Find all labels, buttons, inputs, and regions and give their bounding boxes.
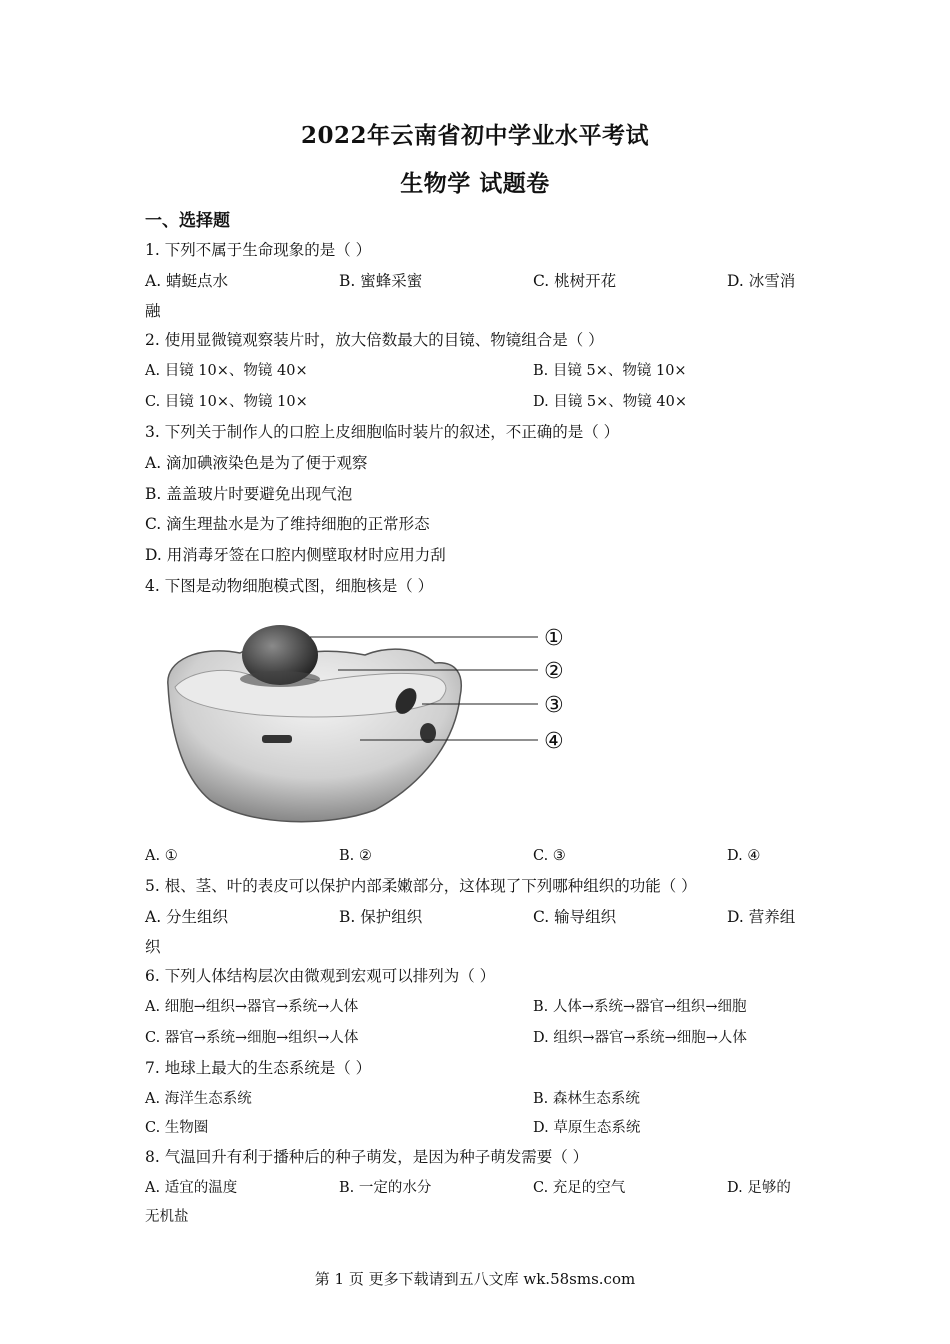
question-6-option-c: C. 器官→系统→细胞→组织→人体 [145,1030,359,1046]
label-4: ④ [544,729,564,754]
page-footer: 第 1 页 更多下载请到五八文库 wk.58sms.com [314,1270,636,1288]
label-2: ② [544,659,564,684]
question-1-option-d: D. 冰雪消 [727,272,796,290]
question-2-stem: 2. 使用显微镜观察装片时，放大倍数最大的目镜、物镜组合是（ ） [145,331,604,349]
question-5-option-c: C. 输导组织 [533,908,617,926]
question-3-stem: 3. 下列关于制作人的口腔上皮细胞临时装片的叙述，不正确的是（ ） [145,423,620,441]
question-7-option-d: D. 草原生态系统 [533,1120,641,1136]
question-1-stem: 1. 下列不属于生命现象的是（ ） [145,241,372,259]
question-2-option-a: A. 目镜 10×、物镜 40× [145,363,308,379]
question-5-stem: 5. 根、茎、叶的表皮可以保护内部柔嫩部分，这体现了下列哪种组织的功能（ ） [145,877,697,895]
question-8-option-c: C. 充足的空气 [533,1180,626,1196]
question-2-option-c: C. 目镜 10×、物镜 10× [145,394,308,410]
question-6-stem: 6. 下列人体结构层次由微观到宏观可以排列为（ ） [145,967,496,985]
question-5-option-a: A. 分生组织 [145,908,229,926]
question-3-option-c: C. 滴生理盐水是为了维持细胞的正常形态 [145,515,430,533]
question-2-option-b: B. 目镜 5×、物镜 10× [533,363,687,379]
question-5-option-d: D. 营养组 [727,908,796,926]
question-2-option-d: D. 目镜 5×、物镜 40× [533,394,688,410]
question-1-option-c: C. 桃树开花 [533,272,617,290]
page-subtitle: 生物学 试题卷 [400,170,550,197]
question-4-option-b: B. ② [339,848,372,864]
question-1-option-a: A. 蜻蜓点水 [145,272,229,290]
label-1: ① [544,626,564,651]
question-4-option-c: C. ③ [533,848,566,864]
question-3-option-a: A. 滴加碘液染色是为了便于观察 [145,454,368,472]
question-1-option-d-continued: 融 [145,302,161,320]
question-6-option-b: B. 人体→系统→器官→组织→细胞 [533,999,747,1015]
nucleus-base [240,671,320,687]
question-8-option-a: A. 适宜的温度 [145,1180,238,1196]
question-6-option-d: D. 组织→器官→系统→细胞→人体 [533,1030,747,1046]
question-7-stem: 7. 地球上最大的生态系统是（ ） [145,1059,372,1077]
section-heading: 一、选择题 [145,211,230,231]
question-3-option-d: D. 用消毒牙签在口腔内侧壁取材时应用力刮 [145,546,446,564]
question-3-option-b: B. 盖盖玻片时要避免出现气泡 [145,485,353,503]
question-8-option-d: D. 足够的 [727,1180,791,1196]
question-8-stem: 8. 气温回升有利于播种后的种子萌发，是因为种子萌发需要（ ） [145,1148,589,1166]
question-8-option-b: B. 一定的水分 [339,1180,432,1196]
page-title: 2022年云南省初中学业水平考试 [300,122,649,149]
question-7-option-c: C. 生物圈 [145,1120,209,1136]
question-8-option-d-continued: 无机盐 [145,1209,189,1225]
question-1-option-b: B. 蜜蜂采蜜 [339,272,423,290]
question-4-stem: 4. 下图是动物细胞模式图，细胞核是（ ） [145,577,434,595]
question-4-option-d: D. ④ [727,848,761,864]
animal-cell-diagram [160,615,580,830]
question-4-option-a: A. ① [145,848,178,864]
question-7-option-b: B. 森林生态系统 [533,1091,640,1107]
label-3: ③ [544,693,564,718]
question-6-option-a: A. 细胞→组织→器官→系统→人体 [145,999,359,1015]
question-5-option-b: B. 保护组织 [339,908,423,926]
organelle-left [262,735,292,743]
question-5-option-d-continued: 织 [145,938,161,956]
question-7-option-a: A. 海洋生态系统 [145,1091,252,1107]
